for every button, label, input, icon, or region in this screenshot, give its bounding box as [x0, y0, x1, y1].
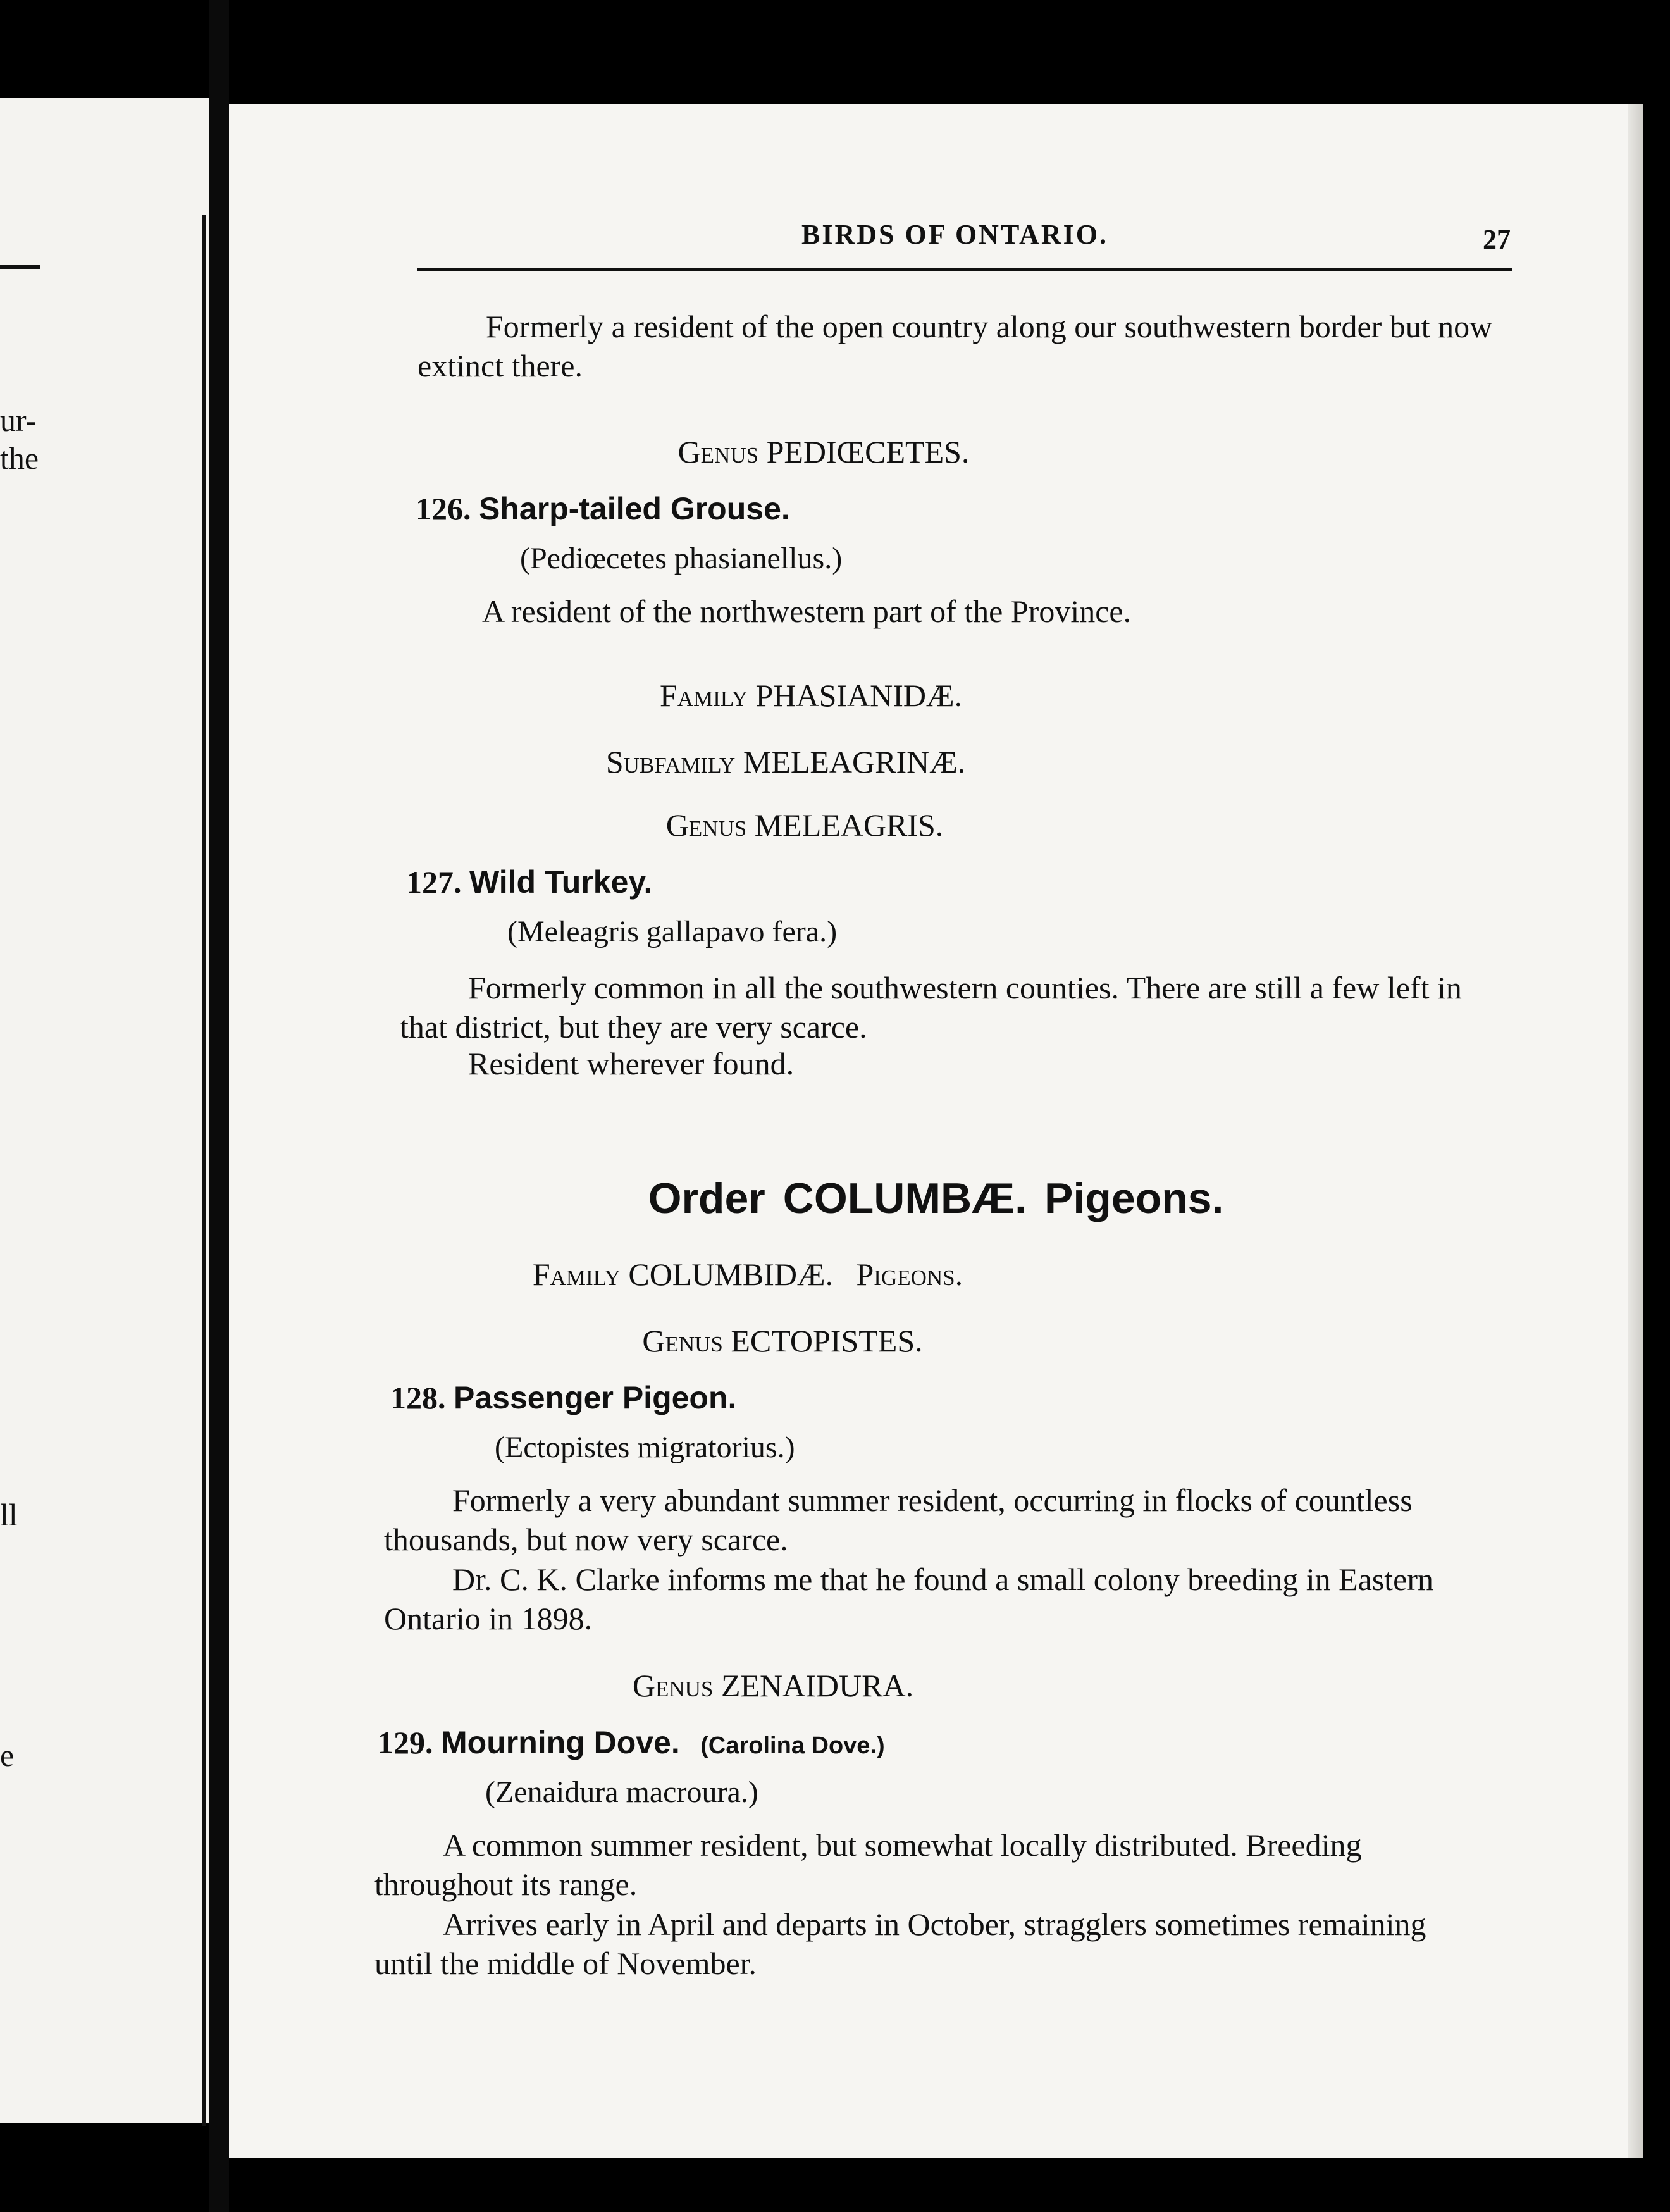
order-prefix: Order: [648, 1174, 765, 1222]
heading-name: COLUMBIDÆ.: [628, 1257, 833, 1292]
heading-name: PHASIANIDÆ.: [755, 678, 962, 713]
previous-page-fragment: e: [0, 1737, 15, 1773]
species-latin-name: (Zenaidura macroura.): [485, 1775, 758, 1809]
header-rule: [418, 268, 1512, 271]
genus-heading: [299, 807, 1311, 843]
heading-label: Genus: [677, 434, 759, 469]
species-description: A resident of the northwestern part of the Province.: [482, 593, 1132, 629]
genus-heading: [276, 1322, 1289, 1359]
genus-heading: [318, 433, 1330, 470]
book-page: [229, 104, 1643, 2158]
genus-heading: [267, 1667, 1279, 1704]
previous-page-rule: [0, 265, 40, 269]
species-number: 128.: [390, 1380, 446, 1415]
heading-label: Genus: [642, 1323, 723, 1358]
heading-name: MELEAGRINÆ.: [743, 744, 966, 780]
species-entry-127: [406, 864, 652, 900]
heading-name: MELEAGRIS.: [754, 807, 944, 843]
running-header: BIRDS OF ONTARIO.: [801, 219, 1108, 250]
heading-name: ZENAIDURA.: [721, 1668, 914, 1703]
intro-paragraph: Formerly a resident of the open country along our southwestern border but now extinct there.: [418, 309, 1493, 383]
order-heading: [229, 1174, 1643, 1223]
species-name: Sharp-tailed Grouse.: [479, 491, 790, 526]
species-name: Passenger Pigeon.: [454, 1380, 737, 1415]
species-description: Dr. C. K. Clarke informs me that he found a small colony breeding in Eastern Ontario in 1898.: [384, 1562, 1434, 1636]
page-edge-shadow: [1628, 104, 1643, 2158]
spine-line: [202, 215, 206, 2126]
species-number: 126.: [416, 491, 471, 526]
book-gutter: [209, 0, 229, 2212]
species-description: Formerly a very abundant summer resident, occurring in flocks of countless thousands, but now very scarce.: [384, 1482, 1413, 1557]
species-latin-name: (Meleagris gallapavo fera.): [507, 915, 838, 948]
heading-label: Genus: [665, 807, 747, 843]
heading-common-name: Pigeons.: [856, 1257, 963, 1292]
species-description: Resident wherever found.: [468, 1046, 795, 1081]
previous-page-fragment: the: [0, 440, 39, 476]
family-heading: [242, 1256, 1254, 1293]
page-number: 27: [1483, 224, 1511, 255]
heading-label: Family: [660, 678, 748, 713]
species-name: Wild Turkey.: [469, 864, 653, 900]
heading-name: ECTOPISTES.: [731, 1323, 923, 1358]
species-name: Mourning Dove.: [441, 1725, 680, 1760]
species-number: 127.: [406, 864, 462, 900]
family-heading: [305, 677, 1317, 714]
heading-label: Subfamily: [605, 744, 736, 780]
previous-page-edge: [0, 98, 209, 2123]
species-alternate-name: (Carolina Dove.): [700, 1732, 885, 1759]
species-entry-126: [416, 490, 790, 527]
species-description: Formerly common in all the southwestern counties. There are still a few left in that district, but they are very scarce.: [400, 970, 1462, 1045]
species-number: 129.: [378, 1725, 433, 1760]
order-common-name: Pigeons.: [1044, 1174, 1224, 1222]
previous-page-fragment: ur-: [0, 402, 37, 438]
heading-label: Genus: [632, 1668, 714, 1703]
previous-page-fragment: ll: [0, 1497, 18, 1532]
species-latin-name: (Pediœcetes phasianellus.): [520, 542, 843, 575]
heading-label: Family: [532, 1257, 621, 1292]
species-entry-129: [378, 1724, 885, 1761]
species-latin-name: (Ectopistes migratorius.): [495, 1431, 795, 1464]
order-name: COLUMBÆ.: [782, 1174, 1027, 1222]
species-description: Arrives early in April and departs in October, stragglers sometimes remaining until the middle of November.: [374, 1906, 1426, 1981]
species-entry-128: [390, 1379, 736, 1416]
species-description: A common summer resident, but somewhat locally distributed. Breeding throughout its range.: [374, 1827, 1362, 1902]
subfamily-heading: [280, 743, 1292, 780]
heading-name: PEDIŒCETES.: [766, 434, 970, 469]
